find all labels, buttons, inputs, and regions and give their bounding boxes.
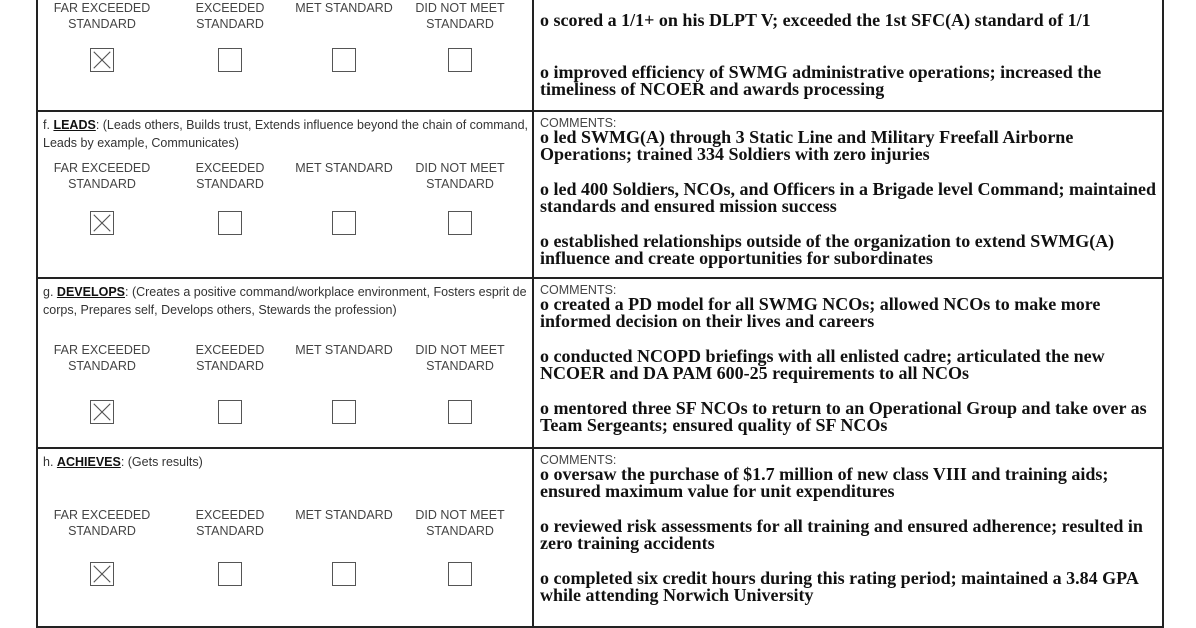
rating-checkbox-checked[interactable]: [90, 400, 114, 424]
attribute-letter: h.: [43, 455, 54, 469]
rating-option-label: MET STANDARD: [295, 343, 393, 357]
comment-bullet: o scored a 1/1+ on his DLPT V; exceeded the 1st SFC(A) standard of 1/1: [540, 10, 1091, 30]
ncoer-attribute-form: [36, 0, 1164, 628]
rating-checkbox[interactable]: [218, 211, 242, 235]
attribute-behaviors: : (Gets results): [120, 455, 203, 469]
comment-bullet: o led SWMG(A) through 3 Static Line and Military Freefall Airborne Operations; trained 334 Soldiers with zero injuries: [540, 127, 1074, 164]
rating-checkbox[interactable]: [332, 48, 356, 72]
rating-option-label: EXCEEDED STANDARD: [195, 508, 265, 538]
attribute-name: DEVELOPS: [56, 285, 125, 299]
rating-option-label: FAR EXCEEDED STANDARD: [53, 508, 151, 538]
rating-panel: [38, 112, 534, 277]
attribute-description: [43, 453, 529, 471]
rating-checkbox[interactable]: [448, 48, 472, 72]
rating-checkbox[interactable]: [218, 400, 242, 424]
attribute-behaviors: : (Leads others, Builds trust, Extends influence beyond the chain of command, Leads by example, Communicates): [43, 118, 529, 150]
comment-bullet: o improved efficiency of SWMG administrative operations; increased the timeliness of NCOER and awards processing: [540, 62, 1102, 99]
comment-bullet: o established relationships outside of the organization to extend SWMG(A) influence and create opportunities for subordinates: [540, 231, 1115, 268]
rating-option-label: DID NOT MEET STANDARD: [415, 1, 505, 31]
x-mark-icon: [91, 49, 113, 71]
rating-checkbox[interactable]: [448, 211, 472, 235]
rating-option-label: EXCEEDED STANDARD: [195, 161, 265, 191]
rating-option-label: MET STANDARD: [295, 161, 393, 175]
rating-section-g: [38, 279, 1162, 449]
rating-option-label: EXCEEDED STANDARD: [195, 1, 265, 31]
rating-option-label: DID NOT MEET STANDARD: [415, 343, 505, 373]
rating-checkbox[interactable]: [218, 562, 242, 586]
rating-option-label: FAR EXCEEDED STANDARD: [53, 161, 151, 191]
comment-bullet: o oversaw the purchase of $1.7 million of new class VIII and training aids; ensured maximum value for unit expenditures: [540, 464, 1109, 501]
comments-panel: [534, 279, 1162, 447]
rating-option-label: FAR EXCEEDED STANDARD: [53, 1, 151, 31]
comments-panel: [534, 449, 1162, 626]
rating-option-label: DID NOT MEET STANDARD: [415, 161, 505, 191]
attribute-letter: g.: [43, 285, 54, 299]
attribute-name: ACHIEVES: [56, 455, 121, 469]
rating-section-e: [38, 0, 1162, 112]
comment-bullet: o completed six credit hours during this rating period; maintained a 3.84 GPA while attending Norwich University: [540, 568, 1138, 605]
rating-section-h: [38, 449, 1162, 628]
comments-panel: [534, 0, 1162, 110]
rating-panel: [38, 0, 534, 110]
rating-panel: [38, 449, 534, 626]
comments-label: COMMENTS:: [540, 283, 617, 297]
rating-checkbox-checked[interactable]: [90, 211, 114, 235]
rating-option-label: MET STANDARD: [295, 1, 393, 15]
comments-label: COMMENTS:: [540, 116, 617, 130]
rating-checkbox-checked[interactable]: [90, 48, 114, 72]
comment-bullet: o led 400 Soldiers, NCOs, and Officers in a Brigade level Command; maintained standards and ensured mission success: [540, 179, 1156, 216]
attribute-description: [43, 116, 529, 152]
rating-checkbox[interactable]: [332, 211, 356, 235]
x-mark-icon: [91, 212, 113, 234]
comment-bullet: o conducted NCOPD briefings with all enlisted cadre; articulated the new NCOER and DA PAM 600-25 requirements to all NCOs: [540, 346, 1105, 383]
rating-checkbox[interactable]: [448, 400, 472, 424]
rating-option-label: FAR EXCEEDED STANDARD: [53, 343, 151, 373]
rating-option-label: MET STANDARD: [295, 508, 393, 522]
attribute-name: LEADS: [53, 118, 96, 132]
rating-option-label: DID NOT MEET STANDARD: [415, 508, 505, 538]
attribute-behaviors: : (Creates a positive command/workplace environment, Fosters esprit de corps, Prepares self, Develops others, Stewards the profession): [43, 285, 527, 317]
comment-bullet: o reviewed risk assessments for all training and ensured adherence; resulted in zero training accidents: [540, 516, 1143, 553]
rating-checkbox-checked[interactable]: [90, 562, 114, 586]
x-mark-icon: [91, 563, 113, 585]
attribute-description: [43, 283, 529, 319]
rating-checkbox[interactable]: [332, 400, 356, 424]
rating-panel: [38, 279, 534, 447]
x-mark-icon: [91, 401, 113, 423]
attribute-letter: f.: [43, 118, 50, 132]
rating-option-label: EXCEEDED STANDARD: [195, 343, 265, 373]
rating-checkbox[interactable]: [448, 562, 472, 586]
comments-panel: [534, 112, 1162, 277]
rating-section-f: [38, 112, 1162, 279]
comment-bullet: o created a PD model for all SWMG NCOs; allowed NCOs to make more informed decision on their lives and careers: [540, 294, 1101, 331]
comments-label: COMMENTS:: [540, 453, 617, 467]
rating-checkbox[interactable]: [332, 562, 356, 586]
comment-bullet: o mentored three SF NCOs to return to an Operational Group and take over as Team Sergeants; ensured quality of SF NCOs: [540, 398, 1147, 435]
rating-checkbox[interactable]: [218, 48, 242, 72]
